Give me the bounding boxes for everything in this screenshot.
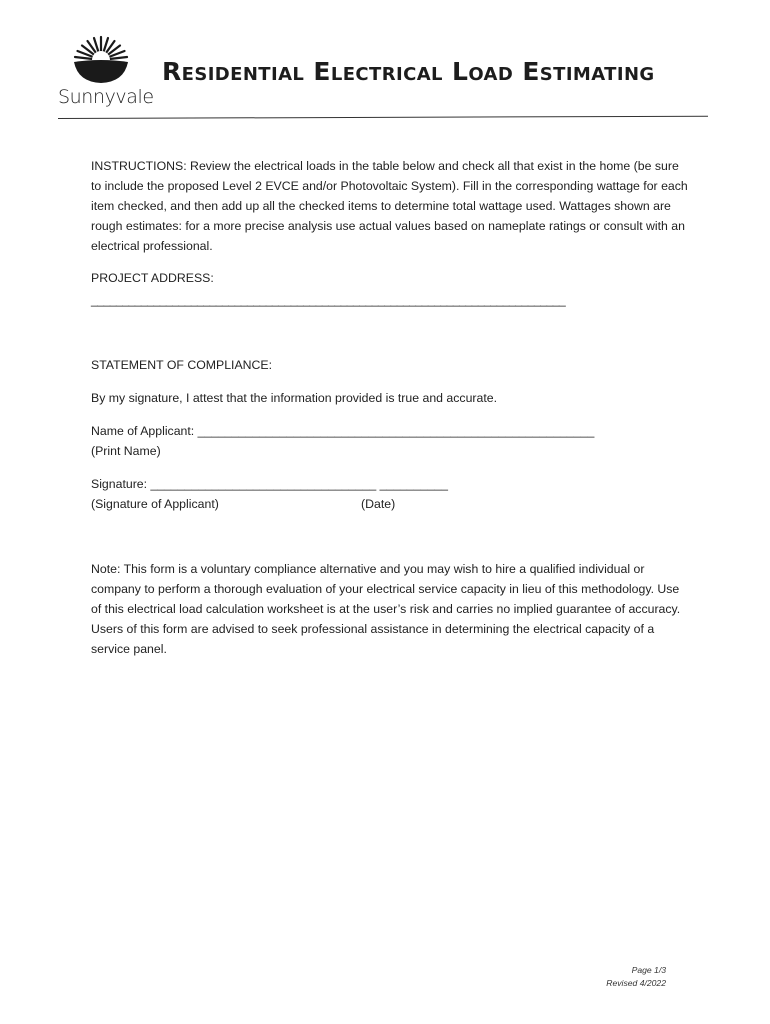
attestation-text: By my signature, I attest that the information provided is true and accurate. [91,391,498,405]
page-footer [606,964,666,990]
sun-logo-icon [70,34,132,86]
sunnyvale-logo [58,34,154,110]
header-divider [58,116,708,119]
print-name-caption: (Print Name) [91,444,161,458]
page-title: Residential Electrical Load Estimating [162,57,655,86]
project-address-field[interactable]: ____________________________________________________________________________ [91,293,566,307]
page-number: Page 1/3 [631,965,666,975]
revision-date: Revised 4/2022 [606,978,666,988]
logo-wordmark: Sunnyvale [58,86,154,108]
project-address-label: PROJECT ADDRESS: [91,271,214,285]
signature-captions [91,494,491,514]
compliance-heading: STATEMENT OF COMPLIANCE: [91,358,273,372]
instructions-paragraph: INSTRUCTIONS: Review the electrical loads in the table below and check all that exist in the home (be sure to include the proposed Level 2 EVCE and/or Photovoltaic System). Fill in the corresponding wattage for each item checked, and then add up all the checked items to determine total wattage used. Wattages shown are rough estimates: for a more precise analysis use actual values based on nameplate ratings or consult with an electrical professional. [91,159,688,253]
date-caption: (Date) [361,497,396,511]
applicant-name-field[interactable]: Name of Applicant: __________________________________________________________ [91,424,595,438]
signature-caption: (Signature of Applicant) [91,497,219,511]
signature-field[interactable]: Signature: _________________________________ __________ [91,477,448,491]
note-paragraph: Note: This form is a voluntary compliance alternative and you may wish to hire a qualified individual or company to perform a thorough evaluation of your electrical service capacity in lieu of this methodology. Use of this electrical load calculation worksheet is at the user’s risk and carries no implied guarantee of accuracy. Users of this form are advised to seek professional assistance in determining the electrical capacity of a service panel. [91,562,681,656]
